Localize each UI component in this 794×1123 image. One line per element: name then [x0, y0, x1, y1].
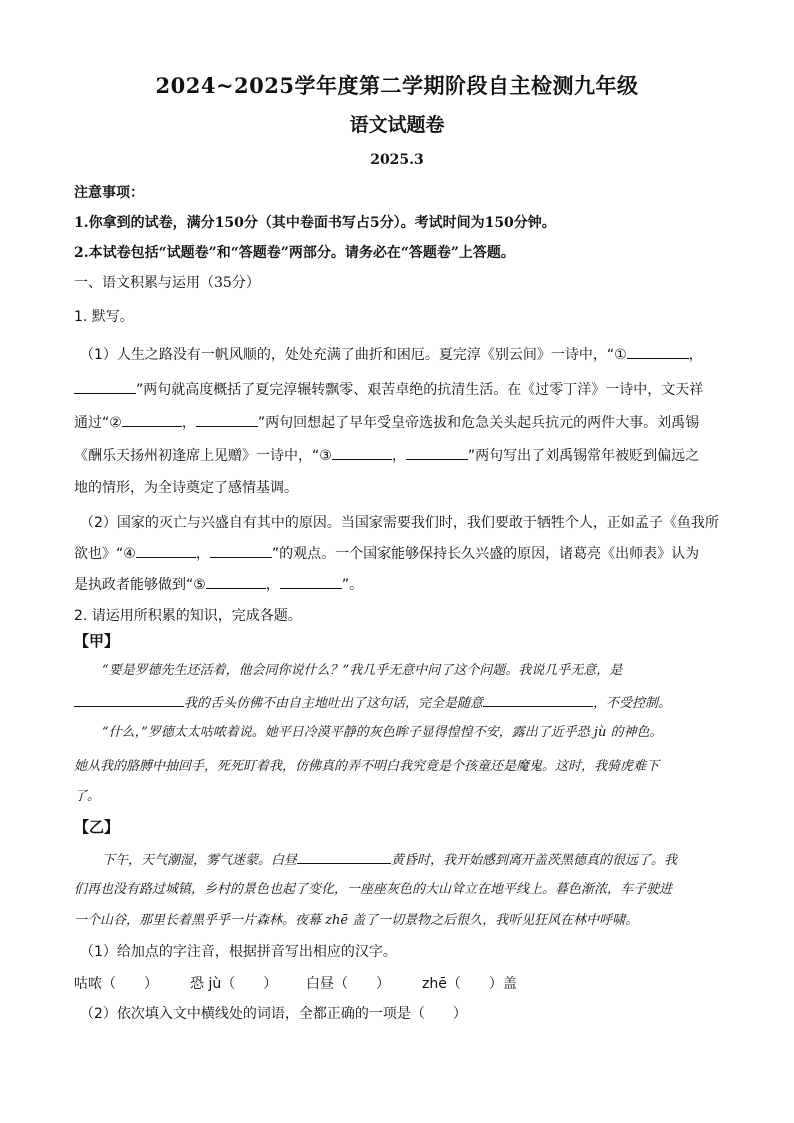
text-segment: （1）人生之路没有一帆风顺的，处处充满了曲折和困厄。夏完淳《别云间》一诗中，“① — [80, 347, 627, 363]
text-segment: 黄昏时，我开始感到离开盖茨黑德真的很远了。我 — [391, 853, 678, 868]
text-segment: ， — [688, 347, 703, 363]
text-segment: ”两句回想起了早年受皇帝选拔和危急关头起兵抗元的两件大事。刘禹锡 — [257, 415, 700, 431]
notes-item-1: 1.你拿到的试卷，满分150分（其中卷面书写占5分）。考试时间为150分钟。 — [74, 215, 556, 231]
text-segment: ， — [265, 577, 280, 593]
yi-line-3: 一个山谷，那里长着黑乎乎一片森林。夜幕 zhē 盖了一切景物之后很久，我听见狂风在林中呼啸。 — [74, 913, 639, 928]
jia-line-1: “要是罗德先生还活着，他会同你说什么？”我几乎无意中问了这个问题。我说几乎无意，是 — [102, 663, 623, 678]
text-segment: ”的观点。一个国家能够保持长久兴盛的原因，诸葛亮《出师表》认为 — [271, 546, 700, 562]
passage-yi-heading: 【乙】 — [74, 818, 120, 836]
text-segment: 下午，天气潮湿，雾气迷蒙。白昼 — [102, 853, 298, 868]
passage-jia-heading: 【甲】 — [74, 632, 120, 650]
text-segment: 通过“② — [74, 415, 122, 431]
q1-p1-line-5: 地的情形，为全诗奠定了感情基调。 — [74, 480, 298, 496]
q2-sub-2: （2）依次填入文中横线处的词语，全都正确的一项是（ ） — [80, 1006, 467, 1022]
q1-p1-line-2 — [74, 379, 724, 400]
text-segment: ”两句写出了刘禹锡常年被贬到偏远之 — [467, 448, 700, 464]
text-segment: 欲也》“④ — [74, 546, 136, 562]
answer-blank-1a — [627, 344, 689, 359]
answer-blank-1b — [74, 379, 136, 394]
answer-blank-4b — [210, 543, 272, 558]
yi-line-1 — [102, 849, 724, 871]
pinyin-item: zhē（ ）盖 — [422, 976, 517, 992]
notes-heading: 注意事项： — [74, 185, 144, 201]
exam-date: 2025.3 — [370, 152, 424, 168]
answer-blank-jia-2 — [483, 692, 593, 707]
exam-title: 2024~2025学年度第二学期阶段自主检测九年级 — [155, 73, 639, 98]
text-segment: ， — [391, 448, 406, 464]
text-segment: 是执政者能够做到“⑤ — [74, 577, 206, 593]
section-1-heading: 一、语文积累与运用（35分） — [74, 275, 260, 291]
answer-blank-2a — [122, 412, 182, 427]
q1-p2-line-2 — [74, 543, 724, 564]
jia-line-5: 了。 — [74, 789, 101, 804]
q1-label: 1. 默写。 — [74, 309, 134, 325]
jia-line-2 — [74, 692, 724, 714]
q1-p1-line-3 — [74, 412, 724, 433]
text-segment: ， — [181, 415, 196, 431]
pinyin-item: 恐 jù（ ） — [190, 976, 278, 992]
q1-p1-line-4 — [74, 445, 724, 466]
q1-p1-line-1 — [80, 344, 730, 365]
pinyin-row — [74, 974, 724, 994]
text-segment: ， — [195, 546, 210, 562]
q2-label: 2. 请运用所积累的知识，完成各题。 — [74, 608, 302, 624]
yi-line-2: 们再也没有路过城镇，乡村的景色也起了变化，一座座灰色的大山耸立在地平线上。暮色渐浓，车子驶进 — [74, 882, 673, 897]
answer-blank-2b — [196, 412, 258, 427]
answer-blank-5a — [206, 574, 266, 589]
jia-line-4: 她从我的胳膊中抽回手，死死盯着我，仿佛真的弄不明白我究竟是个孩童还是魔鬼。这时，我骑虎难下 — [74, 759, 660, 774]
text-segment: ”两句就高度概括了夏完淳辗转飘零、艰苦卓绝的抗清生活。在《过零丁洋》一诗中，文天祥 — [136, 382, 704, 398]
pinyin-item: 咕哝（ ） — [74, 976, 158, 992]
text-segment: ，不受控制。 — [593, 696, 672, 711]
text-segment: 《酬乐天扬州初逢席上见赠》一诗中，“③ — [74, 448, 332, 464]
text-segment: 我的舌头仿佛不由自主地吐出了这句话，完全是随意 — [184, 696, 484, 711]
answer-blank-jia-1 — [74, 692, 184, 707]
q1-p2-line-1: （2）国家的灭亡与兴盛自有其中的原因。当国家需要我们时，我们要敢于牺牲个人，正如孟子《鱼我所 — [80, 515, 719, 531]
text-segment: ”。 — [341, 577, 364, 593]
notes-item-2: 2.本试卷包括“试题卷”和“答题卷”两部分。请务必在“答题卷”上答题。 — [74, 245, 515, 261]
pinyin-item: 白昼（ ） — [306, 976, 390, 992]
q1-p2-line-3 — [74, 574, 724, 595]
answer-blank-5b — [280, 574, 342, 589]
answer-blank-yi-1 — [297, 849, 391, 864]
answer-blank-3a — [332, 445, 392, 460]
exam-subtitle: 语文试题卷 — [349, 114, 445, 136]
answer-blank-3b — [406, 445, 468, 460]
q2-sub-1: （1）给加点的字注音，根据拼音写出相应的汉字。 — [80, 944, 397, 960]
jia-line-3: “什么，”罗德太太咕哝着说。她平日冷漠平静的灰色眸子显得惶惶不安，露出了近乎恐 jù 的神色。 — [102, 725, 663, 740]
answer-blank-4a — [136, 543, 196, 558]
